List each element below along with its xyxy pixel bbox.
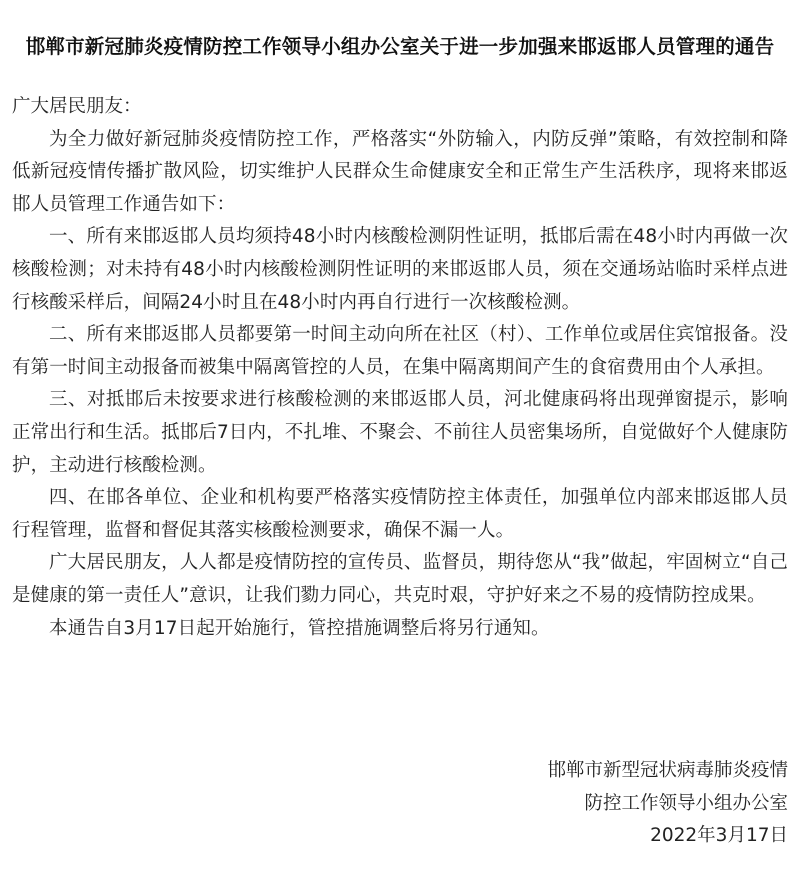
- paragraph-item-2: 二、所有来邯返邯人员都要第一时间主动向所在社区（村）、工作单位或居住宾馆报备。没有第一时间主动报备而被集中隔离管控的人员，在集中隔离期间产生的食宿费用由个人承担。: [12, 324, 788, 378]
- paragraph-appeal: 广大居民朋友，人人都是疫情防控的宣传员、监督员，期待您从“我”做起，牢固树立“自己是健康的第一责任人”意识，让我们勠力同心，共克时艰，守护好来之不易的疫情防控成果。: [12, 552, 788, 606]
- signature-block: [547, 755, 788, 853]
- paragraph-item-1: 一、所有来邯返邯人员均须持48小时内核酸检测阴性证明，抵邯后需在48小时内再做一次核酸检测；对未持有48小时内核酸检测阴性证明的来邯返邯人员，须在交通场站临时采样点进行核酸采样后，间隔24小时且在48小时内再自行进行一次核酸检测。: [12, 226, 788, 313]
- notice-title: 邯郸市新冠肺炎疫情防控工作领导小组办公室关于进一步加强来邯返邯人员管理的通告: [25, 35, 775, 58]
- paragraph-item-3: 三、对抵邯后未按要求进行核酸检测的来邯返邯人员，河北健康码将出现弹窗提示，影响正常出行和生活。抵邯后7日内，不扎堆、不聚会、不前往人员密集场所，自觉做好个人健康防护，主动进行核酸检测。: [12, 389, 788, 476]
- paragraph-item-4: 四、在邯各单位、企业和机构要严格落实疫情防控主体责任，加强单位内部来邯返邯人员行程管理，监督和督促其落实核酸检测要求，确保不漏一人。: [12, 487, 788, 541]
- signature-org-line-1: 邯郸市新型冠状病毒肺炎疫情: [547, 760, 788, 781]
- paragraph-intro: 为全力做好新冠肺炎疫情防控工作，严格落实“外防输入，内防反弹”策略，有效控制和降低新冠疫情传播扩散风险，切实维护人民群众生命健康安全和正常生产生活秩序，现将来邯返邯人员管理工作通告如下：: [12, 128, 788, 215]
- signature-date: 2022年3月17日: [650, 825, 788, 847]
- signature-org-line-2: 防控工作领导小组办公室: [584, 792, 788, 814]
- paragraph-effective-date: 本通告自3月17日起开始施行，管控措施调整后将另行通知。: [49, 617, 550, 639]
- salutation: 广大居民朋友：: [12, 96, 142, 117]
